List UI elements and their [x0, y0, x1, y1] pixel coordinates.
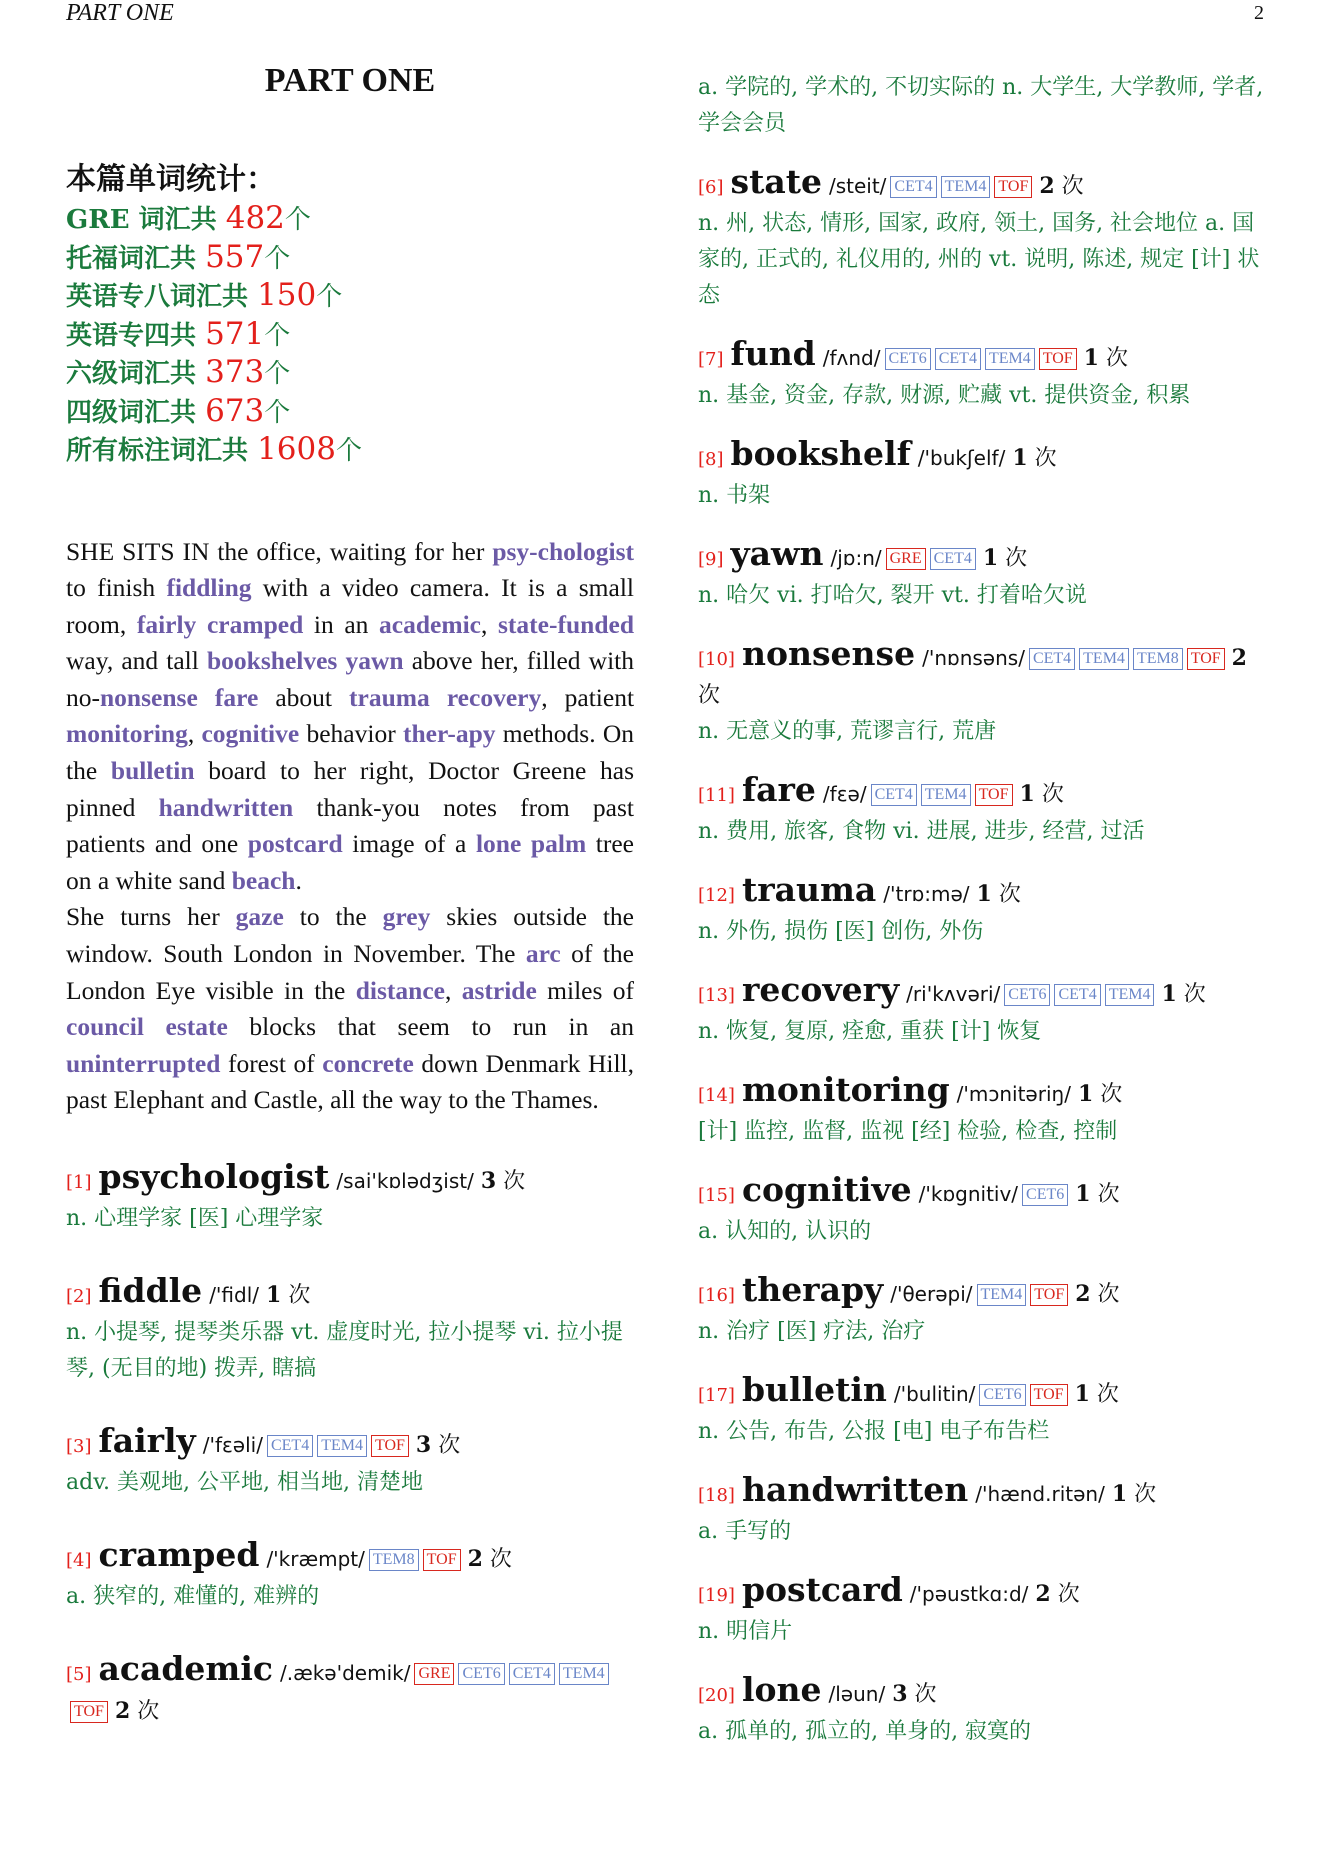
occurrence-count: 1: [1083, 345, 1099, 371]
stat-line: [66, 200, 634, 239]
passage-segment: way, and tall: [66, 646, 207, 676]
vocab-highlight: monitoring: [66, 719, 188, 749]
passage-segment: of the London Eye visible in the: [66, 939, 634, 1005]
occurrence-unit: 次: [914, 1682, 937, 1707]
exam-tag-badge: TEM4: [977, 1284, 1027, 1306]
occurrence-count: 2: [1231, 645, 1247, 671]
passage-segment: She turns her: [66, 902, 236, 932]
entry-word: fund: [730, 334, 816, 373]
stats-lines: [66, 200, 634, 470]
entry-head: [698, 336, 1270, 378]
passage-segment: SHE SITS IN the office, waiting for her: [66, 536, 493, 566]
entry-word: psychologist: [98, 1157, 330, 1196]
vocab-entry: [66, 1537, 634, 1615]
exam-tag-badge: TOF: [70, 1701, 108, 1723]
entry-pronunciation: /steit/: [828, 174, 887, 198]
vocab-entry: [698, 536, 1270, 614]
entry-definition: n. 基金, 资金, 存款, 财源, 贮藏 vt. 提供资金, 积累: [698, 383, 1191, 408]
entry-word: nonsense: [741, 634, 916, 673]
entry-head: [698, 1172, 1270, 1214]
entry-head: [698, 772, 1270, 814]
entry-index: [4]: [66, 1550, 92, 1571]
entry-word: bulletin: [741, 1370, 887, 1409]
stats-block: [66, 154, 634, 470]
entry-pronunciation: /'nɒnsəns/: [922, 646, 1025, 670]
exam-tag-badge: TEM8: [369, 1549, 419, 1571]
entry-pronunciation: /sai'kɒlədʒist/: [336, 1169, 474, 1193]
entry-definition: n. 书架: [698, 483, 771, 508]
entry-definition: a. 手写的: [698, 1519, 792, 1544]
entry-index: [7]: [698, 349, 724, 370]
entry-head: [66, 1423, 634, 1465]
exam-tag-badge: CET6: [1022, 1184, 1068, 1206]
entry-head: [698, 1272, 1270, 1314]
entry-definition: [计] 监控, 监督, 监视 [经] 检验, 检查, 控制: [698, 1119, 1118, 1144]
stat-label: 六级词汇共: [66, 359, 206, 389]
entry-index: [9]: [698, 549, 724, 570]
stat-label: 所有标注词汇共: [66, 436, 258, 466]
entry-head: [698, 164, 1270, 206]
vocab-entry: [698, 1272, 1270, 1350]
exam-tag-badge: TOF: [975, 784, 1013, 806]
entry-definition: a. 认知的, 认识的: [698, 1219, 872, 1244]
entry-definition: n. 无意义的事, 荒谬言行, 荒唐: [698, 719, 997, 744]
entry-index: [15]: [698, 1185, 735, 1206]
entry-word: monitoring: [741, 1070, 950, 1109]
occurrence-unit: 次: [1097, 1182, 1120, 1207]
vocab-entry: [698, 1672, 1270, 1750]
occurrence-count: 1: [1012, 445, 1028, 471]
occurrence-unit: 次: [998, 882, 1021, 907]
entry-word: handwritten: [741, 1470, 969, 1509]
stat-unit: 个: [264, 243, 291, 274]
passage-segment: down Denmark Hill, past Elephant and Castle, all the way to the Thames.: [66, 1048, 634, 1115]
entry-head: [698, 1472, 1270, 1514]
entry-definition: n. 哈欠 vi. 打哈欠, 裂开 vt. 打着哈欠说: [698, 583, 1087, 608]
entry-index: [17]: [698, 1385, 735, 1406]
exam-tag-badge: TOF: [1187, 648, 1225, 670]
stat-count: 1608: [257, 431, 336, 467]
entry-head: [698, 972, 1270, 1014]
page-number: 2: [1254, 2, 1264, 24]
passage-segment: behavior: [299, 719, 403, 749]
occurrence-unit: 次: [288, 1283, 311, 1308]
passage-segment: [144, 1012, 166, 1041]
vocab-entry: [698, 1472, 1270, 1550]
entry-index: [11]: [698, 785, 735, 806]
vocab-highlight: ther-apy: [402, 719, 496, 749]
exam-tag-badge: CET4: [1054, 984, 1100, 1006]
entry-definition: n. 州, 状态, 情形, 国家, 政府, 领土, 国务, 社会地位 a. 国家的, 正式的, 礼仪用的, 州的 vt. 说明, 陈述, 规定 [计] 状态: [698, 211, 1260, 308]
vocab-highlight: fairly: [136, 609, 197, 639]
right-column: [698, 70, 1270, 1750]
passage-segment: in an: [303, 609, 380, 639]
exam-tag-badge: TEM4: [941, 176, 991, 198]
exam-tag-badge: TOF: [423, 1549, 461, 1571]
vocab-highlight: recovery: [446, 682, 542, 712]
passage-segment: [198, 683, 215, 712]
stat-label: 英语专四共: [66, 320, 206, 351]
passage-segment: image of a: [342, 829, 476, 859]
vocab-highlight: uninterrupted: [66, 1048, 221, 1078]
vocab-highlight: cramped: [206, 609, 304, 639]
vocab-highlight: nonsense: [100, 682, 198, 712]
entry-index: [6]: [698, 177, 724, 198]
entry-pronunciation: /ri'kʌvəri/: [906, 982, 1001, 1006]
vocab-entry: [698, 436, 1270, 514]
entry-definition: n. 公告, 布告, 公报 [电] 电子布告栏: [698, 1419, 1050, 1444]
entry-index: [20]: [698, 1685, 735, 1706]
occurrence-unit: 次: [698, 683, 721, 708]
entry-pronunciation: /'bukʃelf/: [917, 446, 1006, 470]
passage-segment: , patient: [541, 682, 635, 712]
entry-head: [698, 1572, 1270, 1614]
occurrence-count: 3: [415, 1432, 432, 1458]
passage-segment: tree on a white sand: [66, 829, 635, 895]
vocab-highlight: distance: [355, 975, 445, 1005]
passage-segment: board to her right, Doctor Greene has pinned: [66, 756, 635, 822]
exam-tag-badge: TEM4: [559, 1663, 609, 1685]
passage-segment: skies outside the window. South London in November. The: [66, 902, 634, 969]
entry-head: [698, 872, 1270, 914]
entry-word: fare: [741, 770, 816, 809]
passage-segment: ,: [481, 609, 498, 639]
entry-index: [8]: [698, 449, 724, 470]
vocab-highlight: arc: [525, 939, 561, 969]
vocab-entry: [66, 1423, 634, 1501]
vocab-entry: [698, 164, 1270, 314]
occurrence-unit: 次: [1100, 1082, 1123, 1107]
occurrence-unit: 次: [1041, 782, 1064, 807]
vocab-highlight: fare: [214, 682, 259, 712]
entry-pronunciation: /jɒ:n/: [830, 546, 882, 570]
passage-segment: blocks that seem to run in an: [227, 1012, 634, 1042]
passage-segment: to the: [283, 902, 383, 932]
stat-label: 托福词汇共: [66, 243, 206, 274]
vocab-highlight: beach: [231, 865, 296, 895]
right-vocab-list: [698, 164, 1270, 1750]
passage-segment: [521, 829, 531, 858]
vocab-highlight: council: [66, 1012, 144, 1042]
exam-tag-badge: CET6: [979, 1384, 1025, 1406]
entry-word: lone: [741, 1670, 822, 1709]
vocab-highlight: estate: [165, 1012, 228, 1042]
entry-pronunciation: /'kɒgnitiv/: [918, 1182, 1019, 1206]
occurrence-count: 2: [1075, 1281, 1091, 1307]
exam-tag-badge: TOF: [1039, 348, 1077, 370]
vocab-entry: [698, 336, 1270, 414]
stat-line: [66, 354, 634, 393]
stat-unit: 个: [284, 205, 311, 235]
stat-line: [66, 431, 634, 470]
occurrence-unit: 次: [137, 1699, 160, 1724]
stat-unit: 个: [264, 359, 291, 389]
occurrence-count: 1: [1077, 1081, 1094, 1107]
exam-tag-badge: CET6: [458, 1663, 504, 1685]
entry-word: fiddle: [98, 1271, 203, 1310]
entry-definition: n. 外伤, 损伤 [医] 创伤, 外伤: [698, 919, 984, 944]
exam-tag-badge: TEM8: [1133, 648, 1183, 670]
entry-definition-continued: a. 学院的, 学术的, 不切实际的 n. 大学生, 大学教师, 学者, 学会会员: [698, 75, 1264, 136]
entry-head: [66, 1651, 634, 1730]
occurrence-unit: 次: [503, 1169, 526, 1194]
stat-unit: 个: [335, 436, 362, 466]
exam-tag-badge: TEM4: [921, 784, 971, 806]
vocab-highlight: fiddling: [166, 573, 252, 603]
occurrence-unit: 次: [1096, 1382, 1119, 1407]
exam-tag-badge: TEM4: [985, 348, 1035, 370]
vocab-entry: [698, 972, 1270, 1050]
vocab-highlight: bookshelves: [206, 646, 338, 676]
vocab-entry: [698, 872, 1270, 950]
occurrence-unit: 次: [489, 1547, 512, 1572]
vocab-highlight: trauma: [349, 682, 430, 712]
exam-tag-badge: CET4: [871, 784, 917, 806]
part-title: PART ONE: [264, 62, 436, 99]
passage-segment: methods. On the: [66, 719, 634, 786]
stat-unit: 个: [316, 282, 343, 312]
occurrence-count: 2: [1035, 1581, 1051, 1607]
occurrence-count: 1: [1019, 781, 1035, 807]
stat-unit: 个: [264, 397, 291, 428]
entry-definition: n. 心理学家 [医] 心理学家: [66, 1206, 324, 1231]
entry-word: state: [730, 162, 822, 201]
vocab-highlight: astride: [461, 975, 537, 1005]
entry-index: [10]: [698, 649, 735, 670]
occurrence-count: 1: [266, 1282, 282, 1308]
stat-count: 557: [205, 238, 265, 275]
vocab-highlight: academic: [379, 609, 481, 639]
stat-count: 673: [205, 392, 265, 429]
entry-index: [19]: [698, 1585, 735, 1606]
entry-definition: n. 治疗 [医] 疗法, 治疗: [698, 1319, 926, 1344]
entry-word: bookshelf: [730, 434, 911, 473]
occurrence-count: 2: [1039, 173, 1055, 199]
entry-definition: n. 明信片: [698, 1619, 793, 1644]
exam-tag-badge: CET4: [267, 1435, 313, 1457]
vocab-highlight: handwritten: [158, 792, 294, 822]
stats-title: 本篇单词统计：: [66, 162, 276, 197]
vocab-highlight: bulletin: [110, 756, 195, 786]
occurrence-count: 2: [114, 1698, 131, 1724]
vocab-entry: [698, 636, 1270, 750]
vocab-highlight: concrete: [322, 1048, 414, 1078]
running-header: PART ONE: [66, 0, 174, 26]
stat-count: 150: [257, 277, 317, 313]
occurrence-count: 2: [467, 1546, 483, 1572]
entry-head: [698, 636, 1270, 714]
occurrence-count: 1: [976, 881, 992, 907]
occurrence-count: 3: [480, 1168, 497, 1194]
stat-label: 英语专八词汇共: [66, 282, 258, 312]
stat-line: [66, 393, 634, 432]
entry-pronunciation: /'kræmpt/: [266, 1547, 365, 1571]
occurrence-unit: 次: [1034, 446, 1057, 471]
vocab-entry: [66, 1651, 634, 1730]
entry-index: [12]: [698, 885, 735, 906]
occurrence-unit: 次: [1134, 1482, 1157, 1507]
entry-word: trauma: [741, 870, 877, 909]
exam-tag-badge: TOF: [371, 1435, 409, 1457]
occurrence-unit: 次: [1097, 1282, 1120, 1307]
entry-word: academic: [98, 1649, 273, 1688]
occurrence-unit: 次: [1105, 346, 1128, 371]
entry-definition: n. 小提琴, 提琴类乐器 vt. 虚度时光, 拉小提琴 vi. 拉小提琴, (无目的地) 拨弄, 瞎搞: [66, 1320, 623, 1381]
passage-segment: miles of: [536, 975, 634, 1005]
entry-index: [18]: [698, 1485, 735, 1506]
passage-segment: about: [258, 682, 350, 712]
entry-head: [698, 1672, 1270, 1714]
left-column: [66, 62, 634, 1730]
passage-segment: to finish: [66, 573, 167, 603]
exam-tag-badge: CET4: [890, 176, 936, 198]
stat-line: [66, 239, 634, 278]
entry-definition: adv. 美观地, 公平地, 相当地, 清楚地: [66, 1470, 423, 1495]
vocab-highlight: state-funded: [498, 609, 635, 639]
entry-pronunciation: /ləun/: [828, 1682, 886, 1706]
occurrence-unit: 次: [438, 1433, 461, 1458]
exam-tag-badge: GRE: [414, 1663, 454, 1685]
entry-definition: a. 狭窄的, 难懂的, 难辨的: [66, 1584, 320, 1609]
entry-word: recovery: [741, 970, 900, 1009]
passage-segment: thank-you notes from past patients and one: [66, 792, 634, 859]
entry-pronunciation: /fεə/: [822, 782, 867, 806]
entry-definition: n. 费用, 旅客, 食物 vi. 进展, 进步, 经营, 过活: [698, 819, 1145, 844]
vocab-highlight: postcard: [247, 829, 343, 859]
entry-word: fairly: [98, 1421, 196, 1460]
occurrence-unit: 次: [1061, 174, 1084, 199]
entry-head: [66, 1159, 634, 1201]
entry-head: [698, 436, 1270, 478]
exam-tag-badge: CET4: [1029, 648, 1075, 670]
stat-label: GRE 词汇共: [66, 205, 226, 235]
entry-word: cognitive: [741, 1170, 912, 1209]
exam-tag-badge: TEM4: [317, 1435, 367, 1457]
stat-unit: 个: [264, 320, 291, 351]
occurrence-unit: 次: [1183, 982, 1206, 1007]
passage-segment: [196, 610, 207, 639]
entry-index: [1]: [66, 1172, 92, 1193]
vocab-highlight: gaze: [235, 902, 284, 932]
passage-text: [66, 534, 634, 1120]
passage-segment: forest of: [220, 1048, 323, 1078]
occurrence-count: 3: [892, 1681, 908, 1707]
entry-pronunciation: /'hænd.ritən/: [975, 1482, 1105, 1506]
entry-pronunciation: /'θerəpi/: [890, 1282, 973, 1306]
occurrence-count: 1: [1074, 1381, 1090, 1407]
entry-pronunciation: /'fεəli/: [202, 1433, 263, 1457]
entry-index: [14]: [698, 1085, 735, 1106]
vocab-entry: [698, 1572, 1270, 1650]
vocab-highlight: palm: [530, 829, 587, 859]
occurrence-unit: 次: [1005, 546, 1028, 571]
exam-tag-badge: CET4: [930, 548, 976, 570]
entry-word: therapy: [741, 1270, 884, 1309]
stat-line: [66, 277, 634, 316]
entry-index: [16]: [698, 1285, 735, 1306]
entry-head: [698, 536, 1270, 578]
entry-index: [2]: [66, 1286, 92, 1307]
entry-pronunciation: /.ækə'demik/: [279, 1661, 411, 1685]
entry-head: [698, 1372, 1270, 1414]
vocab-entry: [66, 1159, 634, 1237]
exam-tag-badge: CET6: [1004, 984, 1050, 1006]
stat-count: 482: [225, 200, 285, 236]
entry-pronunciation: /fʌnd/: [822, 346, 881, 370]
entry-word: postcard: [741, 1570, 903, 1609]
passage-segment: ,: [444, 975, 462, 1005]
exam-tag-badge: CET4: [935, 348, 981, 370]
entry-pronunciation: /'pəustkɑ:d/: [909, 1582, 1029, 1606]
entry-pronunciation: /'trɒ:mə/: [883, 882, 970, 906]
entry-word: yawn: [730, 534, 824, 573]
stat-line: [66, 316, 634, 355]
entry-index: [3]: [66, 1436, 92, 1457]
passage-segment: [430, 683, 447, 712]
vocab-highlight: grey: [382, 902, 431, 932]
entry-head: [66, 1273, 634, 1315]
entry-head: [66, 1537, 634, 1579]
passage-segment: with a video camera. It is a small room,: [66, 573, 635, 639]
entry-pronunciation: /'mɔnitəriŋ/: [956, 1082, 1071, 1106]
vocab-highlight: yawn: [345, 646, 404, 676]
vocab-entry: [66, 1273, 634, 1387]
exam-tag-badge: TOF: [994, 176, 1032, 198]
vocab-entry: [698, 1072, 1270, 1150]
entry-head: [698, 1072, 1270, 1114]
vocab-entry: [698, 1372, 1270, 1450]
exam-tag-badge: TEM4: [1079, 648, 1129, 670]
stat-count: 373: [205, 354, 265, 390]
entry-pronunciation: /'bulitin/: [893, 1382, 976, 1406]
passage-segment: .: [295, 865, 302, 895]
entry-index: [5]: [66, 1664, 92, 1685]
entry-definition: n. 恢复, 复原, 痊愈, 重获 [计] 恢复: [698, 1019, 1042, 1044]
exam-tag-badge: GRE: [886, 548, 926, 570]
vocab-entry: [698, 772, 1270, 850]
occurrence-count: 1: [1111, 1481, 1128, 1507]
left-vocab-list: [66, 1159, 634, 1730]
stat-label: 四级词汇共: [66, 397, 206, 428]
exam-tag-badge: TOF: [1030, 1384, 1068, 1406]
exam-tag-badge: CET4: [509, 1663, 555, 1685]
exam-tag-badge: TEM4: [1105, 984, 1155, 1006]
vocab-entry: [698, 1172, 1270, 1250]
vocab-highlight: psy-chologist: [492, 536, 634, 566]
occurrence-unit: 次: [1057, 1582, 1080, 1607]
entry-index: [13]: [698, 985, 735, 1006]
entry-word: cramped: [98, 1535, 260, 1574]
passage-segment: above her, filled with no-: [66, 646, 635, 712]
exam-tag-badge: TOF: [1030, 1284, 1068, 1306]
occurrence-count: 1: [1075, 1181, 1091, 1207]
vocab-highlight: lone: [475, 829, 522, 859]
occurrence-count: 1: [982, 545, 999, 571]
entry-definition: a. 孤单的, 孤立的, 单身的, 寂寞的: [698, 1719, 1032, 1744]
exam-tag-badge: CET6: [885, 348, 931, 370]
entry-pronunciation: /'fidl/: [209, 1283, 260, 1307]
occurrence-count: 1: [1161, 981, 1177, 1007]
stat-count: 571: [205, 315, 265, 352]
passage-segment: ,: [187, 719, 202, 749]
vocab-highlight: cognitive: [201, 719, 300, 749]
